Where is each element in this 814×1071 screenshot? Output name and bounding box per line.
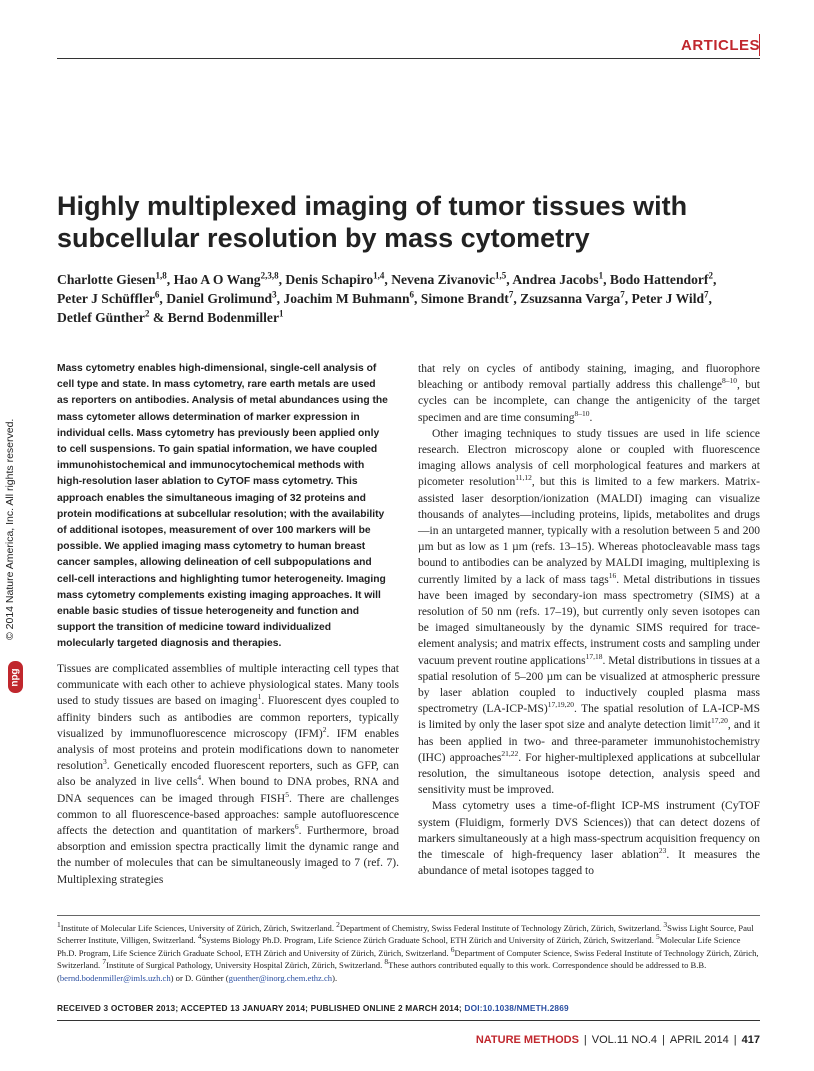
- author-name: Nevena Zivanovic$^{1,5}$: [391, 270, 507, 287]
- body-column-left: [57, 661, 399, 888]
- reference-superscript: 16: [608, 570, 617, 580]
- journal-name: NATURE METHODS: [475, 1034, 579, 1046]
- affiliation-superscript: 7: [508, 289, 514, 300]
- affiliation-superscript: 1,4: [373, 270, 385, 281]
- author-name: Zsuzsanna Varga$^7$: [520, 289, 625, 306]
- author-name: Joachim M Buhmann$^6$: [283, 289, 415, 306]
- volume-issue: VOL.11 NO.4: [591, 1034, 657, 1046]
- page-number: 417: [741, 1034, 760, 1046]
- author-name: Daniel Grolimund$^3$: [166, 289, 277, 306]
- body-paragraph: that rely on cycles of antibody staining, imaging, and fluorophore bleaching or antibody removal partially address this challenge$^{8-10}$, but cycles can be incomplete, can change the antigenicity of the target specimen and are time consuming$^{8-10}$.: [418, 363, 760, 424]
- affiliation-superscript: 6: [409, 289, 415, 300]
- body-paragraph: Tissues are complicated assemblies of multiple interacting cell types that communicate with each other to achieve physiological states. Many tools used to study tissues are based on imaging$^1$. Fluorescent dyes coupled to affinity binders such as antibodies are common reporters, typically visualized by immunofluorescence microscopy (IFM)$^2$. IFM enables analysis of most proteins and protein modifications down to nanometer resolution$^3$. Genetically encoded fluorescent reporters, such as GFP, can also be analyzed in live cells$^4$. When bound to DNA probes, RNA and DNA sequences can be imaged through FISH$^5$. There are challenges common to all fluorescence-based approaches: sample autofluorescence affects the detection and quantitation of markers$^6$. Furthermore, broad absorption and emission spectra practically limit the dynamic range and the number of molecules that can be simultaneously imaged to 7 (ref. 7). Multiplexing strategies: [57, 663, 399, 886]
- author-name: Andrea Jacobs$^1$: [512, 270, 604, 287]
- footnote-rule: [57, 915, 760, 916]
- body-column-right: [418, 361, 760, 880]
- reference-superscript: 11,12: [515, 473, 532, 483]
- issue-date: APRIL 2014: [669, 1034, 729, 1046]
- reference-superscript: 17,18: [585, 651, 603, 661]
- affiliations-footnote: $^1$Institute of Molecular Life Sciences, University of Zürich, Zürich, Switzerland. $^2$Department of Chemistry, Swiss Federal Institute of Technology Zürich, Zürich, Switzerland. $^3$Swiss Light Source, Paul Scherrer Institute, Villigen, Switzerland. $^4$Systems Biology Ph.D. Program, Life Science Zürich Graduate School, ETH Zürich and University of Zürich, Zürich, Switzerland. $^5$Molecular Life Science Ph.D. Program, Life Science Zürich Graduate School, ETH Zürich and University of Zürich, Zürich, Switzerland. $^6$Department of Computer Science, Swiss Federal Institute of Technology Zürich, Zürich, Switzerland. $^7$Institute of Surgical Pathology, University Hospital Zürich, Zürich, Switzerland. $^8$These authors contributed equally to this work. Correspondence should be addressed to B.B. (bernd.bodenmiller@imls.uzh.ch) or D. Günther (guenther@inorg.chem.ethz.ch).: [57, 920, 759, 983]
- affiliation-superscript: 1,8: [155, 270, 167, 281]
- reference-superscript: 2: [336, 920, 340, 930]
- reference-superscript: 1: [57, 920, 61, 930]
- author-name: Detlef Günther$^2$: [57, 308, 150, 325]
- reference-superscript: 8–10: [721, 376, 737, 386]
- affiliation-superscript: 3: [272, 289, 277, 300]
- reference-superscript: 17,19,20: [547, 700, 574, 710]
- email-link[interactable]: bernd.bodenmiller@imls.uzh.ch: [59, 972, 171, 983]
- folio-separator: |: [733, 1034, 737, 1046]
- body-paragraph: Mass cytometry uses a time-of-flight ICP-MS instrument (CyTOF system (Fluidigm, formerly DVS Sciences)) that can detect dozens of markers simultaneously at a high mass-spectrum acquisition frequency on the timescale of high-frequency laser ablation$^{23}$. It measures the abundance of metal isotopes tagged to: [418, 800, 760, 878]
- reference-superscript: 2: [322, 724, 327, 734]
- header-rule: [57, 58, 760, 59]
- npg-logo-icon: [8, 661, 23, 693]
- reference-superscript: 8–10: [574, 408, 590, 418]
- section-label: ARTICLES: [681, 37, 760, 54]
- author-list: Charlotte Giesen$^{1,8}$, Hao A O Wang$^{2,3,8}$, Denis Schapiro$^{1,4}$, Nevena Zivanovic$^{1,5}$, Andrea Jacobs$^1$, Bodo Hattendorf$^2$, Peter J Schüffler$^6$, Daniel Grolimund$^3$, Joachim M Buhmann$^6$, Simone Brandt$^7$, Zsuzsanna Varga$^7$, Peter J Wild$^7$, Detlef Günther$^2$ & Bernd Bodenmiller$^1$: [57, 270, 717, 325]
- reference-superscript: 17,20: [711, 716, 728, 726]
- reference-superscript: 3: [663, 920, 668, 930]
- reference-superscript: 4: [197, 932, 202, 942]
- affiliation-superscript: 2: [708, 270, 713, 281]
- author-name: Hao A O Wang$^{2,3,8}$: [173, 270, 279, 287]
- author-name: Simone Brandt$^7$: [420, 289, 514, 306]
- reference-superscript: 1: [257, 692, 262, 702]
- abstract: Mass cytometry enables high-dimensional, single-cell analysis of cell type and state. In mass cytometry, rare earth metals are used as reporters on antibodies. Analysis of metal abundances using the mass cytometer allows determination of marker expression in individual cells. Mass cytometry has previously been applied only to cell suspensions. To gain spatial information, we have coupled immunohistochemical and immunocytochemical methods with high-resolution laser ablation to CyTOF mass cytometry. This approach enables the simultaneous imaging of 32 proteins and protein modifications at subcellular resolution; with the availability of additional isotopes, measurement of over 100 markers will be possible. We applied imaging mass cytometry to human breast cancer samples, allowing delineation of cell subpopulations and cell-cell interactions and highlighting tumor heterogeneity. Imaging mass cytometry complements existing imaging approaches. It will enable basic studies of tissue heterogeneity and function and support the transition of medicine toward individualized molecularly targeted diagnosis and therapies.: [57, 363, 388, 650]
- affiliation-superscript: 1: [279, 308, 284, 319]
- email-link[interactable]: guenther@inorg.chem.ethz.ch: [228, 972, 333, 983]
- reference-superscript: 4: [197, 773, 202, 783]
- doi-link[interactable]: DOI:10.1038/NMETH.2869: [464, 1003, 569, 1013]
- reference-superscript: 6: [294, 822, 299, 832]
- affiliation-superscript: 7: [620, 289, 625, 300]
- copyright-notice: © 2014 Nature America, Inc. All rights reserved.: [4, 418, 16, 640]
- folio-separator: |: [583, 1034, 587, 1046]
- reference-superscript: 5: [285, 789, 289, 799]
- author-name: Bodo Hattendorf$^2$: [609, 270, 713, 287]
- author-name: Bernd Bodenmiller$^1$: [167, 308, 284, 325]
- reference-superscript: 5: [656, 932, 660, 942]
- affiliation-superscript: 7: [704, 289, 709, 300]
- reference-superscript: 7: [102, 957, 107, 967]
- affiliation-superscript: 1,5: [495, 270, 507, 281]
- received-dates: [57, 1003, 569, 1013]
- author-name: Denis Schapiro$^{1,4}$: [285, 270, 385, 287]
- affiliation-superscript: 2,3,8: [260, 270, 279, 281]
- reference-superscript: 23: [658, 846, 667, 856]
- footer-rule: [57, 1020, 760, 1021]
- reference-superscript: 21,22: [501, 749, 519, 759]
- reference-superscript: 8: [384, 957, 389, 967]
- affiliation-superscript: 2: [144, 308, 150, 319]
- body-paragraph: Other imaging techniques to study tissues are used in life science research. Electron microscopy alone or coupled with fluorescence imaging allows analysis of cell morphological features and markers at picometer resolution$^{11,12}$, but this is limited to a few markers. Matrix-assisted laser desorption/ionization (MALDI) imaging can visualize thousands of analytes—including proteins, lipids, metabolites and drugs—in an untargeted manner, typically with a resolution between 5 and 200 µm but as low as 1 µm (refs. 13–15). Whereas photocleavable mass tags bound to antibodies can be analyzed by MALDI imaging, multiplexing is currently limited by a lack of mass tags$^{16}$. Metal distributions in tissues have been imaged by secondary-ion mass spectrometry (SIMS) at a resolution of 50 nm (refs. 17–19), but currently only seven isotopes can be imaged simultaneously by the dynamic SIMS required for trace-element analysis; and matrix effects, instrument costs and sampling under vacuum prevent routine applications$^{17,18}$. Metal distributions in tissues at a spatial resolution of 5–200 µm can be visualized at atmospheric pressure by laser ablation coupled to inductively coupled plasma mass spectrometry $(LA-ICP-MS)^{17,19,20}$. The spatial resolution of LA-ICP-MS is limited by only the laser spot size and analyte detection limit$^{17,20}$, and it has been applied in two- and three-parameter immunohistochemistry (IHC) approaches$^{21,22}$. For higher-multiplexed applications at subcellular resolution, the simultaneous isotope detection, analysis speed and sensitivity must be improved.: [418, 427, 761, 797]
- author-name: Charlotte Giesen$^{1,8}$: [57, 270, 167, 287]
- affiliation-superscript: 1: [598, 270, 604, 281]
- author-name: Peter J Wild$^7$: [631, 289, 709, 306]
- reference-superscript: 6: [450, 944, 455, 954]
- affiliation-superscript: 6: [154, 289, 160, 300]
- author-name: Peter J Schüffler$^6$: [57, 289, 160, 306]
- reference-superscript: 3: [103, 757, 107, 767]
- folio-separator: |: [662, 1034, 665, 1046]
- npg-logo-text: npg: [10, 667, 22, 687]
- article-title: Highly multiplexed imaging of tumor tissues with subcellular resolution by mass cytometry: [57, 191, 688, 253]
- page-footer: [476, 1034, 760, 1046]
- received-text: RECEIVED 3 OCTOBER 2013; ACCEPTED 13 JANUARY 2014; PUBLISHED ONLINE 2 MARCH 2014;: [57, 1003, 465, 1013]
